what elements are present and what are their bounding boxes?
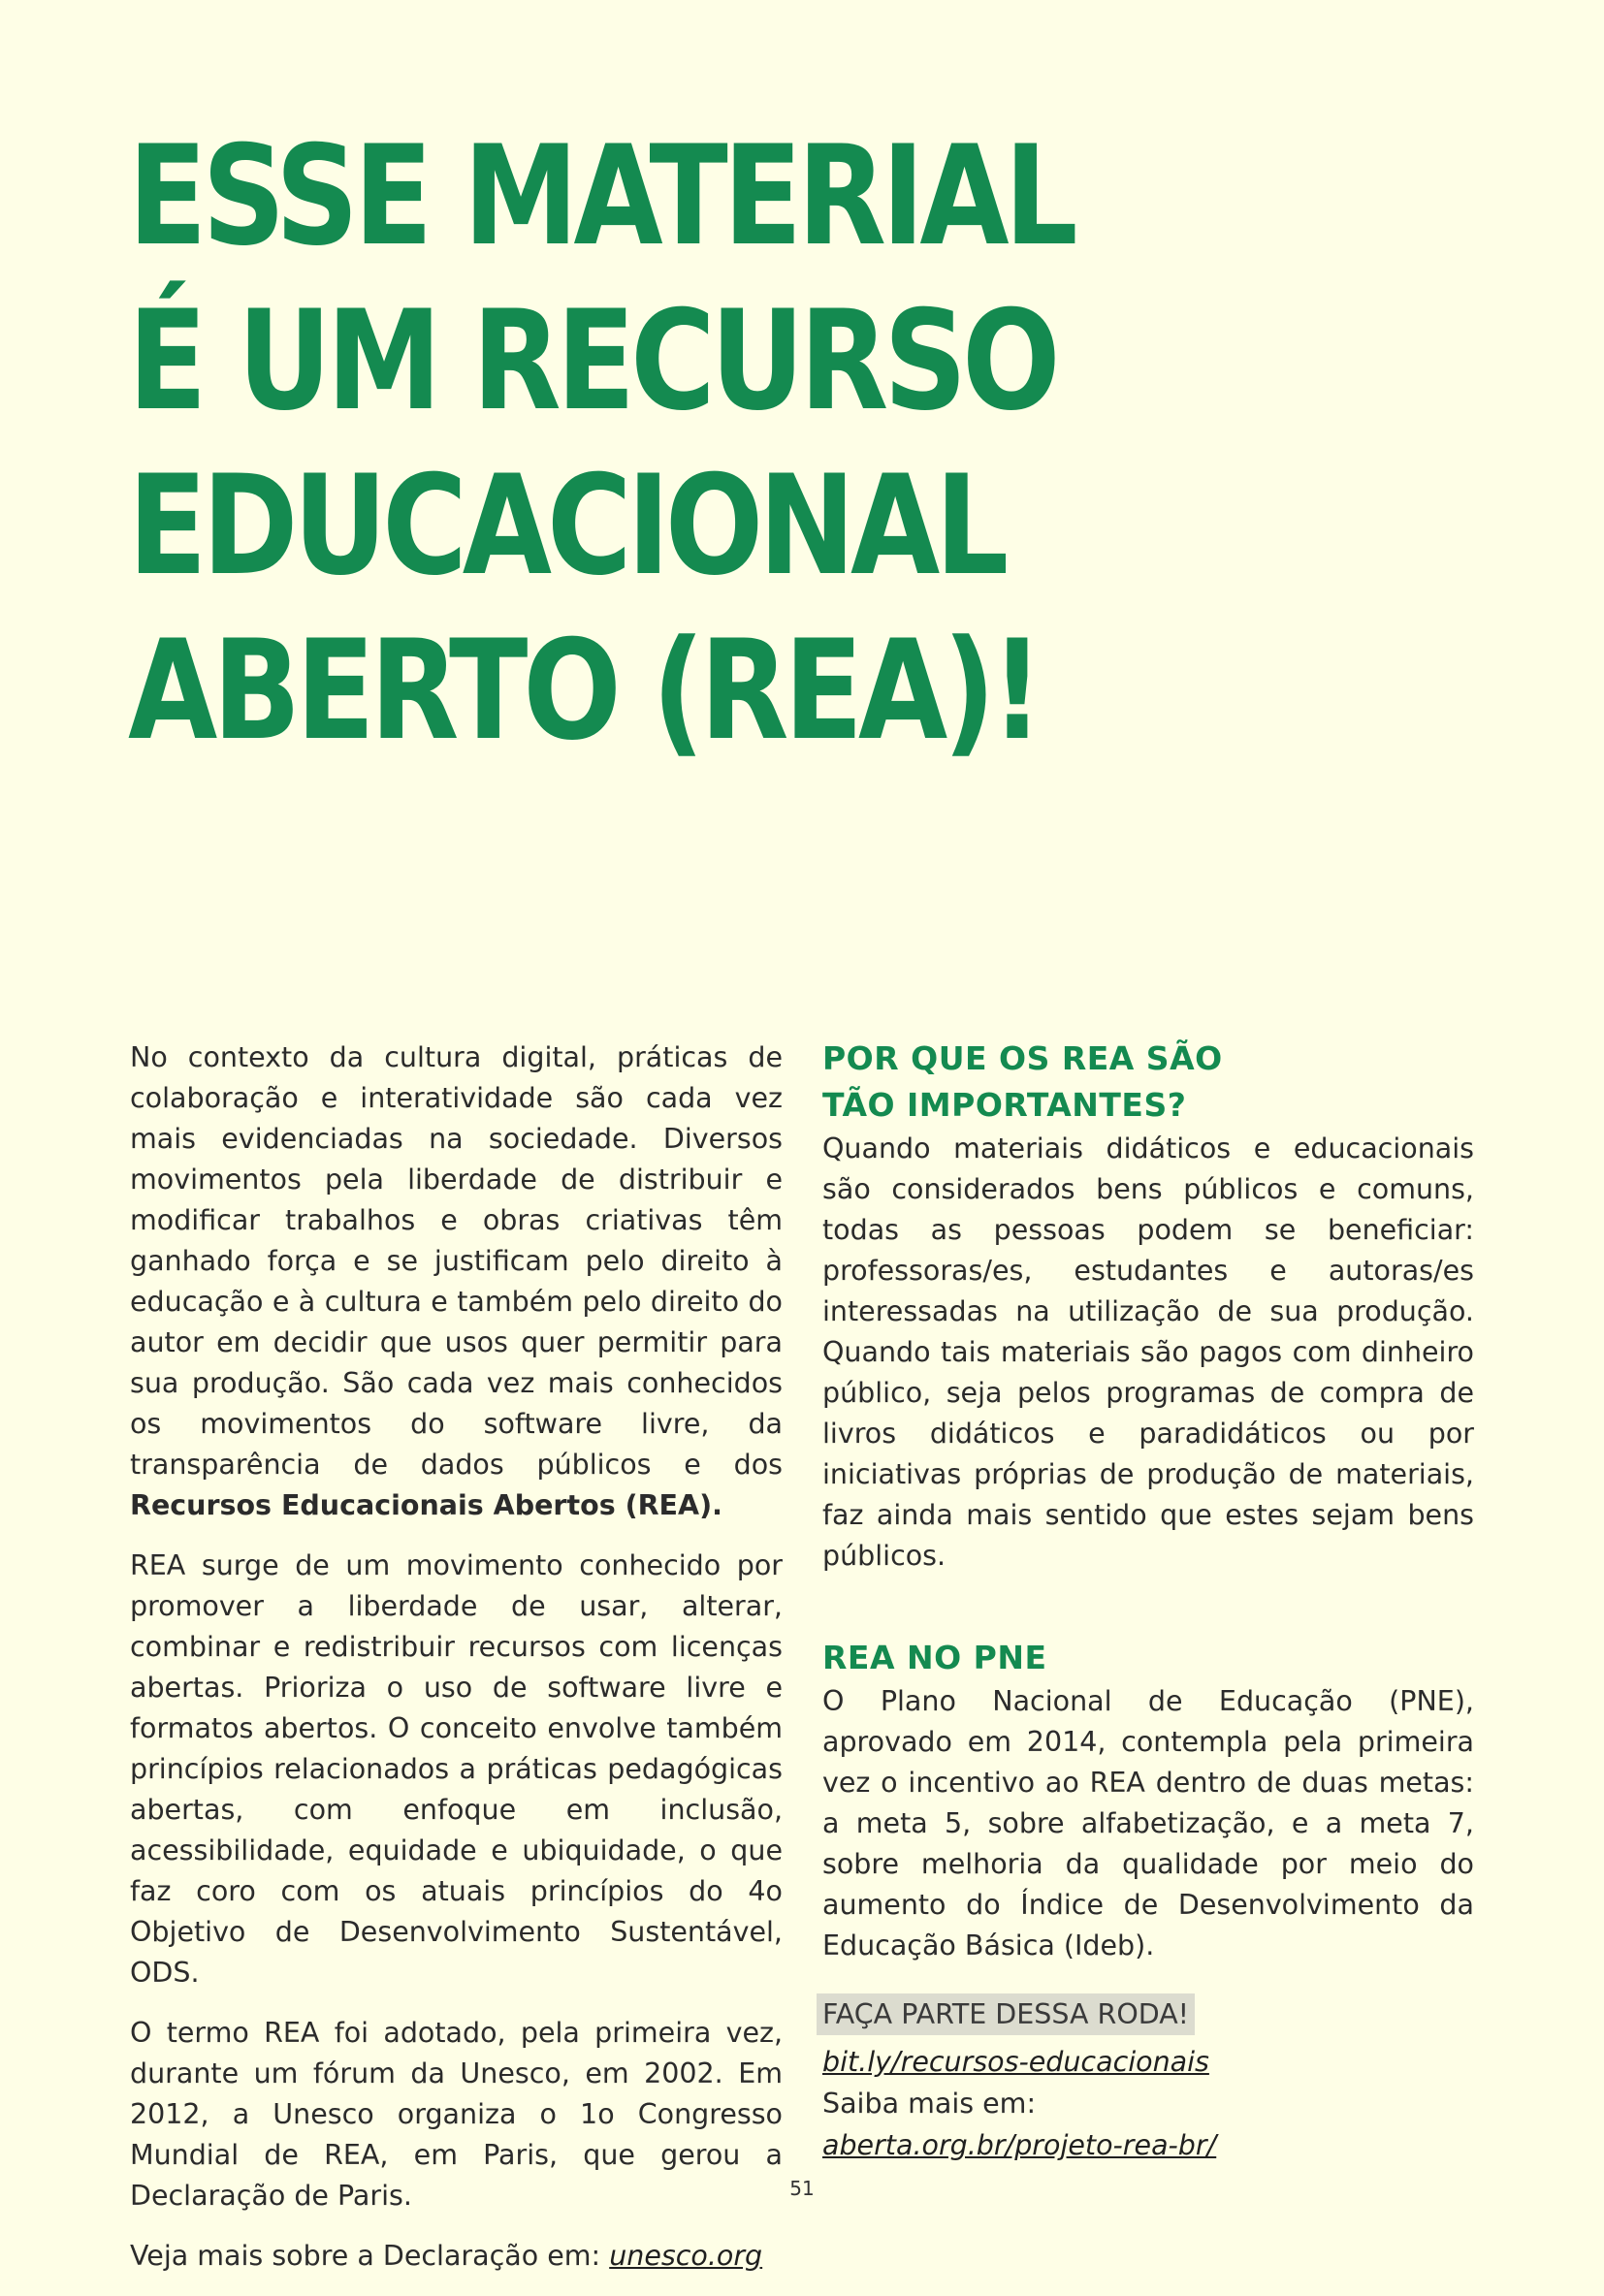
section-heading-why-rea	[822, 1036, 1474, 1129]
page-title	[128, 114, 1074, 774]
links-block	[822, 1986, 1474, 2166]
left-paragraph-1-bold: Recursos Educacionais Abertos (REA).	[130, 1489, 722, 1521]
left-paragraph-1	[130, 1037, 783, 1526]
section-heading-why-rea-line-2: TÃO IMPORTANTES?	[822, 1086, 1187, 1124]
unesco-link[interactable]: unesco.org	[609, 2240, 763, 2272]
right-column	[822, 1037, 1474, 2166]
left-paragraph-3: O termo REA foi adotado, pela primeira vez, durante um fórum da Unesco, em 2002. Em 2012, a Unesco organiza o 1o Congresso Mundial de REA, em Paris, que gerou a Declaração de Paris.	[130, 2017, 783, 2212]
left-paragraph-4-text: Veja mais sobre a Declaração em:	[130, 2240, 610, 2272]
left-paragraph-4	[130, 2236, 783, 2277]
left-paragraph-2: REA surge de um movimento conhecido por promover a liberdade de usar, alterar, combinar e redistribuir recursos com licenças abertas. Prioriza o uso de software livre e formatos abertos. O conceito envolve também princípios relacionados a práticas pedagógicas abertas, com enfoque em inclusão, acessibilidade, equidade e ubiquidade, o que faz coro com os atuais princípios do 4o Objetivo de Desenvolvimento Sustentável, ODS.	[130, 1549, 783, 1989]
section-heading-rea-pne: REA NO PNE	[822, 1639, 1047, 1676]
page-number: 51	[789, 2177, 815, 2200]
title-line-4: ABERTO (REA)!	[128, 611, 1040, 771]
section-heading-why-rea-line-1: POR QUE OS REA SÃO	[822, 1039, 1223, 1077]
recursos-educacionais-link[interactable]: bit.ly/recursos-educacionais	[822, 2046, 1209, 2078]
title-line-3: EDUCACIONAL	[128, 446, 1005, 606]
title-line-1: ESSE MATERIAL	[128, 116, 1074, 276]
right-paragraph-1: Quando materiais didáticos e educacionais são considerados bens públicos e comuns, todas as pessoas podem se beneficiar: professoras/es, estudantes e autoras/es interessadas na utilização de sua produção. Quando tais materiais são pagos com dinheiro público, seja pelos programas de compra de livros didáticos e paradidáticos ou por iniciativas próprias de produção de materiais, faz ainda mais sentido que estes sejam bens públicos.	[822, 1132, 1474, 1572]
right-paragraph-2: O Plano Nacional de Educação (PNE), aprovado em 2014, contempla pela primeira vez o incentivo ao REA dentro de duas metas: a meta 5, sobre alfabetização, e a meta 7, sobre melhoria da qualidade por meio do aumento do Índice de Desenvolvimento da Educação Básica (Ideb).	[822, 1685, 1474, 1961]
left-paragraph-1-text: No contexto da cultura digital, práticas de colaboração e interatividade são cada vez mais evidenciadas na sociedade. Diversos movimentos pela liberdade de distribuir e modificar trabalhos e obras criativas têm ganhado força e se justificam pelo direito à educação e à cultura e também pelo direito do autor em decidir que usos quer permitir para sua produção. São cada vez mais conhecidos os movimentos do software livre, da transparência de dados públicos e dos	[130, 1041, 783, 1481]
call-to-action: FAÇA PARTE DESSA RODA!	[817, 1993, 1195, 2035]
left-column	[130, 1037, 783, 2296]
saiba-mais-label: Saiba mais em:	[822, 2088, 1037, 2120]
projeto-rea-link[interactable]: aberta.org.br/projeto-rea-br/	[822, 2129, 1217, 2161]
title-line-2: É UM RECURSO	[128, 281, 1056, 441]
